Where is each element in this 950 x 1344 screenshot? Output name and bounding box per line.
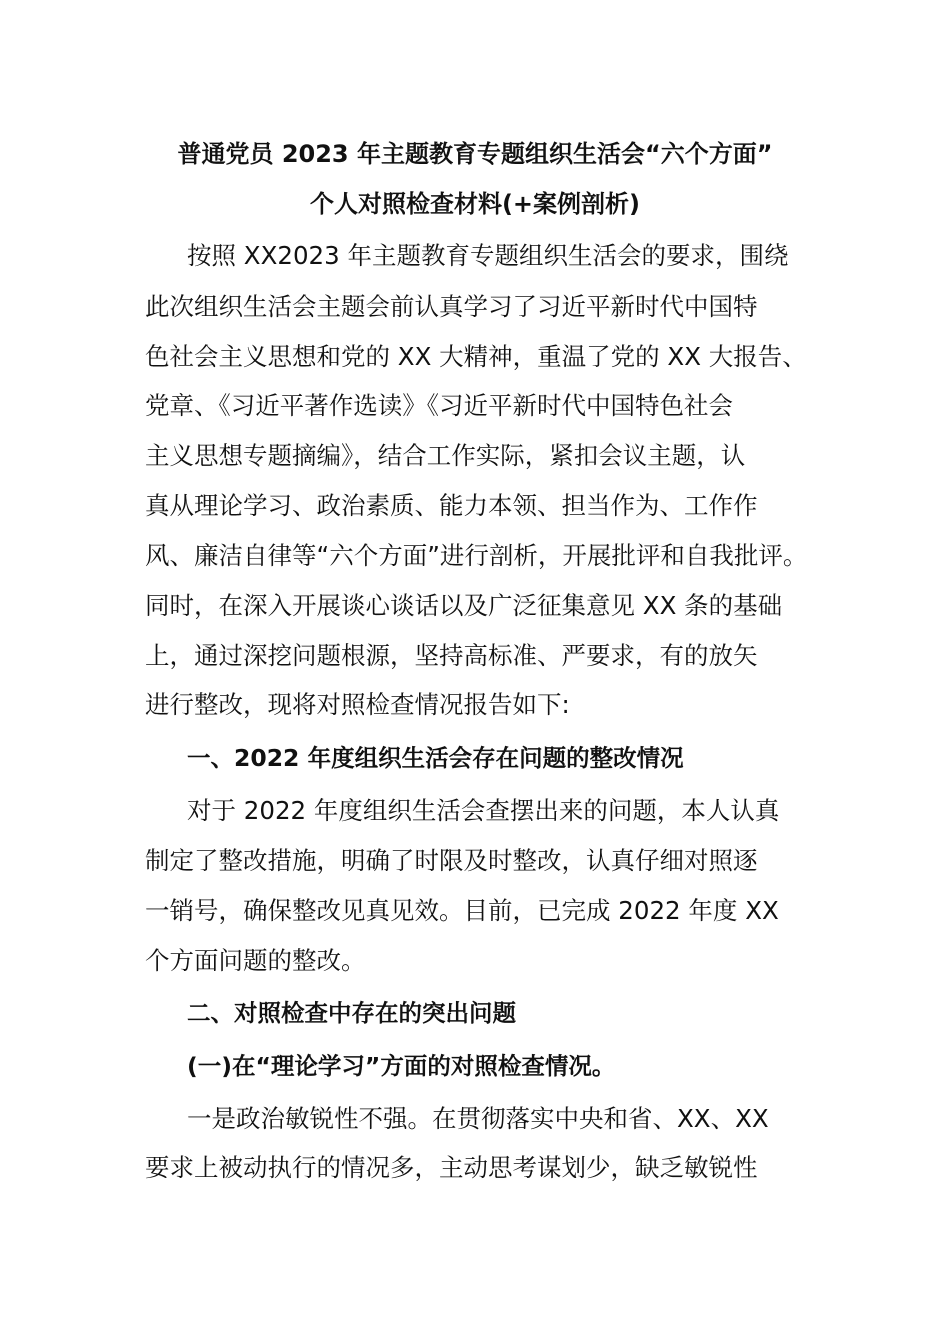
paragraph-line: 一是政治敏锐性不强。在贯彻落实中央和省、XX、XX (187, 1104, 769, 1133)
paragraph-line: 此次组织生活会主题会前认真学习了习近平新时代中国特 (145, 292, 758, 321)
paragraph-line: 色社会主义思想和党的 XX 大精神，重温了党的 XX 大报告、 (145, 342, 807, 371)
paragraph-line: 党章、《习近平著作选读》《习近平新时代中国特色社会 (145, 391, 733, 420)
paragraph-line: 要求上被动执行的情况多，主动思考谋划少，缺乏敏锐性 (145, 1153, 758, 1182)
paragraph-line: 制定了整改措施，明确了时限及时整改，认真仔细对照逐 (145, 846, 758, 875)
paragraph-line: 风、廉洁自律等“六个方面”进行剖析，开展批评和自我批评。 (145, 541, 808, 570)
paragraph-line: 个方面问题的整改。 (145, 946, 366, 975)
section1-heading: 一、2022 年度组织生活会存在问题的整改情况 (187, 744, 684, 772)
paragraph-line: 一销号，确保整改见真见效。目前，已完成 2022 年度 XX (145, 896, 779, 925)
paragraph-line: 对于 2022 年度组织生活会查摆出来的问题，本人认真 (187, 796, 780, 825)
paragraph-line: 按照 XX2023 年主题教育专题组织生活会的要求，围绕 (187, 241, 789, 270)
document-title-line-1: 普通党员 2023 年主题教育专题组织生活会“六个方面” (177, 140, 773, 168)
subsection1-heading: (一)在“理论学习”方面的对照检查情况。 (187, 1052, 616, 1080)
section2-heading: 二、对照检查中存在的突出问题 (187, 999, 516, 1027)
paragraph-line: 真从理论学习、政治素质、能力本领、担当作为、工作作 (145, 491, 758, 520)
document-title-line-2: 个人对照检查材料(+案例剖析) (309, 190, 641, 218)
paragraph-line: 主义思想专题摘编》，结合工作实际，紧扣会议主题，认 (145, 441, 746, 470)
paragraph-line: 进行整改，现将对照检查情况报告如下: (145, 690, 570, 719)
paragraph-line: 同时，在深入开展谈心谈话以及广泛征集意见 XX 条的基础 (145, 591, 783, 620)
paragraph-line: 上，通过深挖问题根源，坚持高标准、严要求，有的放矢 (145, 641, 758, 670)
